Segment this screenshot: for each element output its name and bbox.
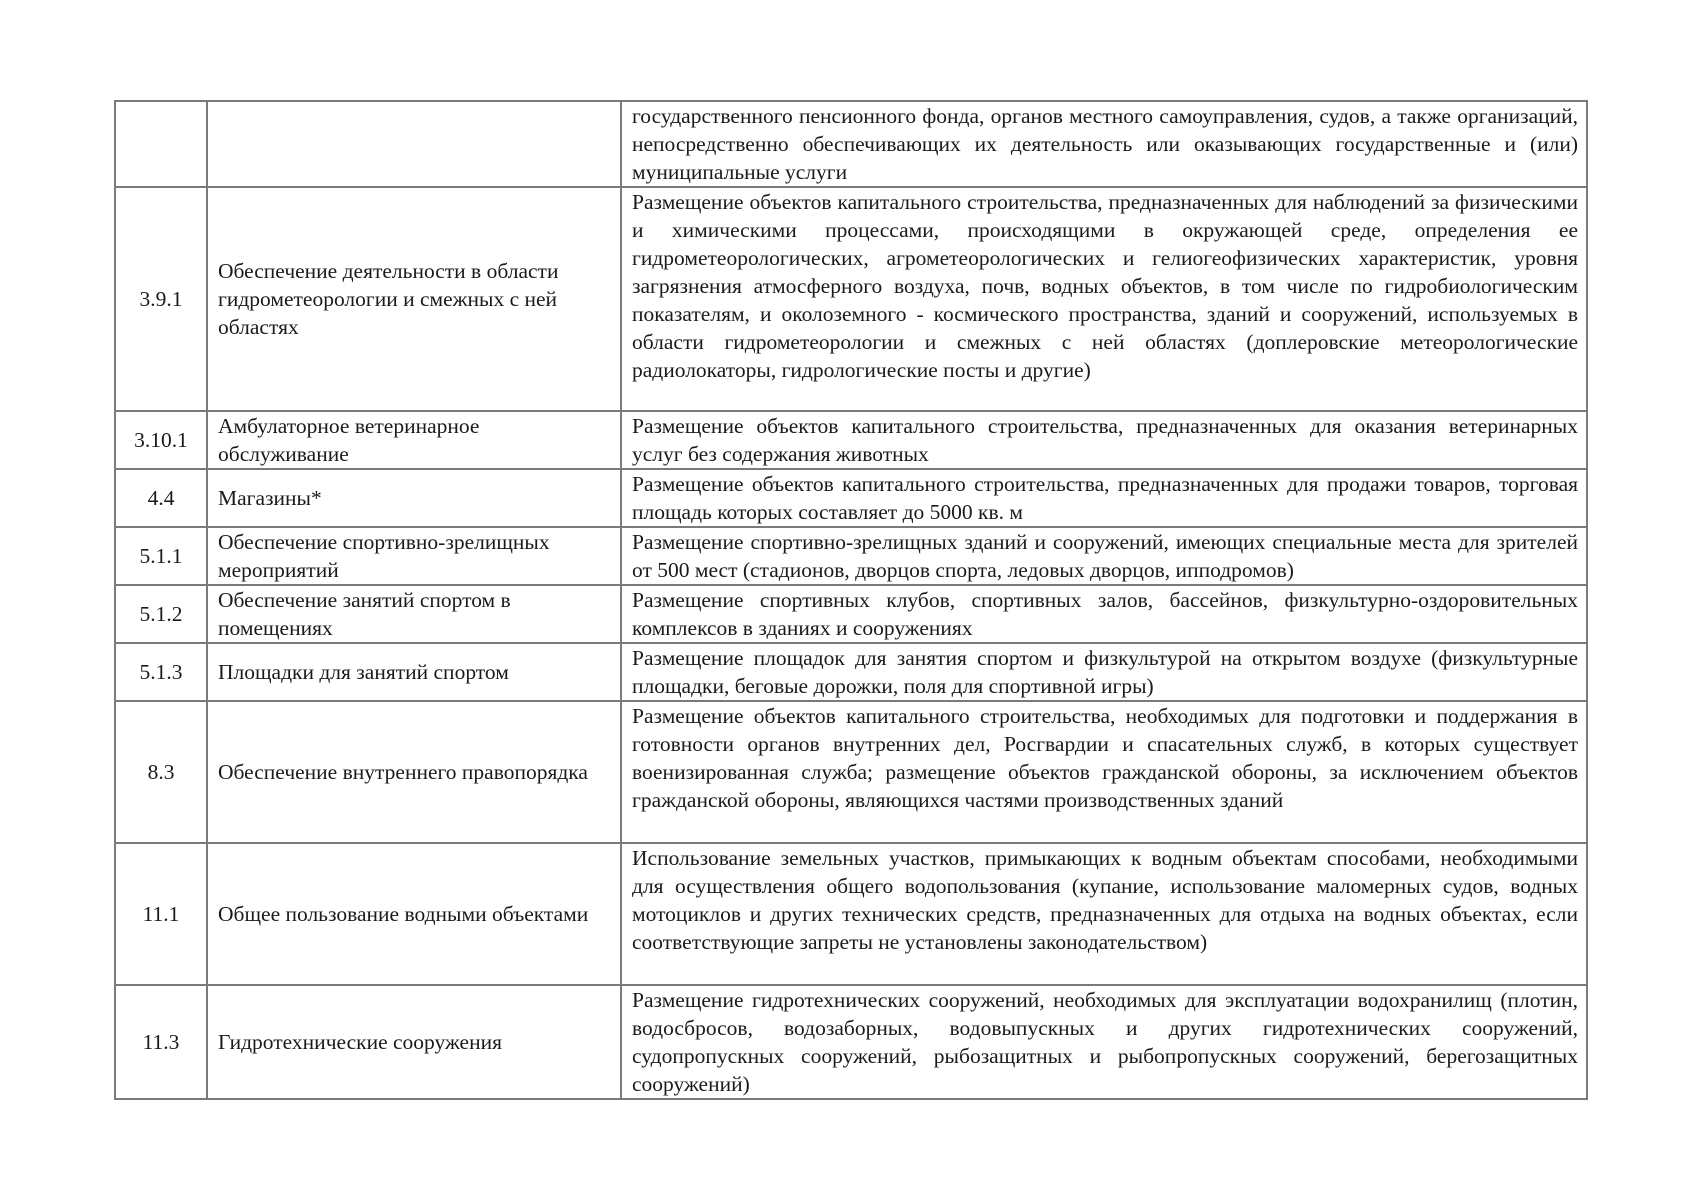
table-row — [115, 843, 1587, 985]
table-row — [115, 101, 1587, 187]
code-cell: 8.3 — [115, 701, 207, 843]
code-cell: 5.1.3 — [115, 643, 207, 701]
code-cell: 11.1 — [115, 843, 207, 985]
description-cell: Размещение объектов капитального строительства, предназначенных для продажи товаров, торговая площадь которых составляет до 5000 кв. м — [621, 469, 1587, 527]
description-cell: государственного пенсионного фонда, органов местного самоуправления, судов, а также организаций, непосредственно обеспечивающих их деятельность или оказывающих государственные и (или) муниципальные услуги — [621, 101, 1587, 187]
description-cell: Размещение площадок для занятия спортом и физкультурой на открытом воздухе (физкультурные площадки, беговые дорожки, поля для спортивной игры) — [621, 643, 1587, 701]
description-cell: Использование земельных участков, примыкающих к водным объектам способами, необходимыми для осуществления общего водопользования (купание, использование маломерных судов, водных мотоциклов и других технических средств, предназначенных для отдыха на водных объектах, если соответствующие запреты не установлены законодательством) — [621, 843, 1587, 985]
code-cell — [115, 101, 207, 187]
table-row — [115, 701, 1587, 843]
name-cell: Обеспечение деятельности в области гидрометеорологии и смежных с ней областях — [207, 187, 621, 411]
code-cell: 4.4 — [115, 469, 207, 527]
name-cell: Магазины* — [207, 469, 621, 527]
table-row — [115, 585, 1587, 643]
name-cell: Обеспечение спортивно-зрелищных мероприятий — [207, 527, 621, 585]
description-cell: Размещение спортивно-зрелищных зданий и сооружений, имеющих специальные места для зрителей от 500 мест (стадионов, дворцов спорта, ледовых дворцов, ипподромов) — [621, 527, 1587, 585]
table-row — [115, 469, 1587, 527]
description-cell: Размещение объектов капитального строительства, предназначенных для наблюдений за физическими и химическими процессами, происходящими в окружающей среде, определения ее гидрометеорологических, агрометеорологических и гелиогеофизических характеристик, уровня загрязнения атмосферного воздуха, почв, водных объектов, в том числе по гидробиологическим показателям, и околоземного - космического пространства, зданий и сооружений, используемых в области гидрометеорологии и смежных с ней областях (доплеровские метеорологические радиолокаторы, гидрологические посты и другие) — [621, 187, 1587, 411]
table-row — [115, 643, 1587, 701]
description-cell: Размещение объектов капитального строительства, предназначенных для оказания ветеринарных услуг без содержания животных — [621, 411, 1587, 469]
name-cell: Амбулаторное ветеринарное обслуживание — [207, 411, 621, 469]
code-cell: 5.1.2 — [115, 585, 207, 643]
table-row — [115, 187, 1587, 411]
name-cell: Обеспечение внутреннего правопорядка — [207, 701, 621, 843]
table-row — [115, 985, 1587, 1099]
name-cell: Площадки для занятий спортом — [207, 643, 621, 701]
name-cell: Обеспечение занятий спортом в помещениях — [207, 585, 621, 643]
description-cell: Размещение объектов капитального строительства, необходимых для подготовки и поддержания в готовности органов внутренних дел, Росгвардии и спасательных служб, в которых существует военизированная служба; размещение объектов гражданской обороны, за исключением объектов гражданской обороны, являющихся частями производственных зданий — [621, 701, 1587, 843]
name-cell: Общее пользование водными объектами — [207, 843, 621, 985]
name-cell: Гидротехнические сооружения — [207, 985, 621, 1099]
description-cell: Размещение спортивных клубов, спортивных залов, бассейнов, физкультурно-оздоровительных комплексов в зданиях и сооружениях — [621, 585, 1587, 643]
table-row — [115, 527, 1587, 585]
code-cell: 11.3 — [115, 985, 207, 1099]
name-cell — [207, 101, 621, 187]
code-cell: 3.10.1 — [115, 411, 207, 469]
description-cell: Размещение гидротехнических сооружений, необходимых для эксплуатации водохранилищ (плотин, водосбросов, водозаборных, водовыпускных и других гидротехнических сооружений, судопропускных сооружений, рыбозащитных и рыбопропускных сооружений, берегозащитных сооружений) — [621, 985, 1587, 1099]
table-row — [115, 411, 1587, 469]
code-cell: 3.9.1 — [115, 187, 207, 411]
code-cell: 5.1.1 — [115, 527, 207, 585]
land-use-table — [114, 100, 1588, 1100]
